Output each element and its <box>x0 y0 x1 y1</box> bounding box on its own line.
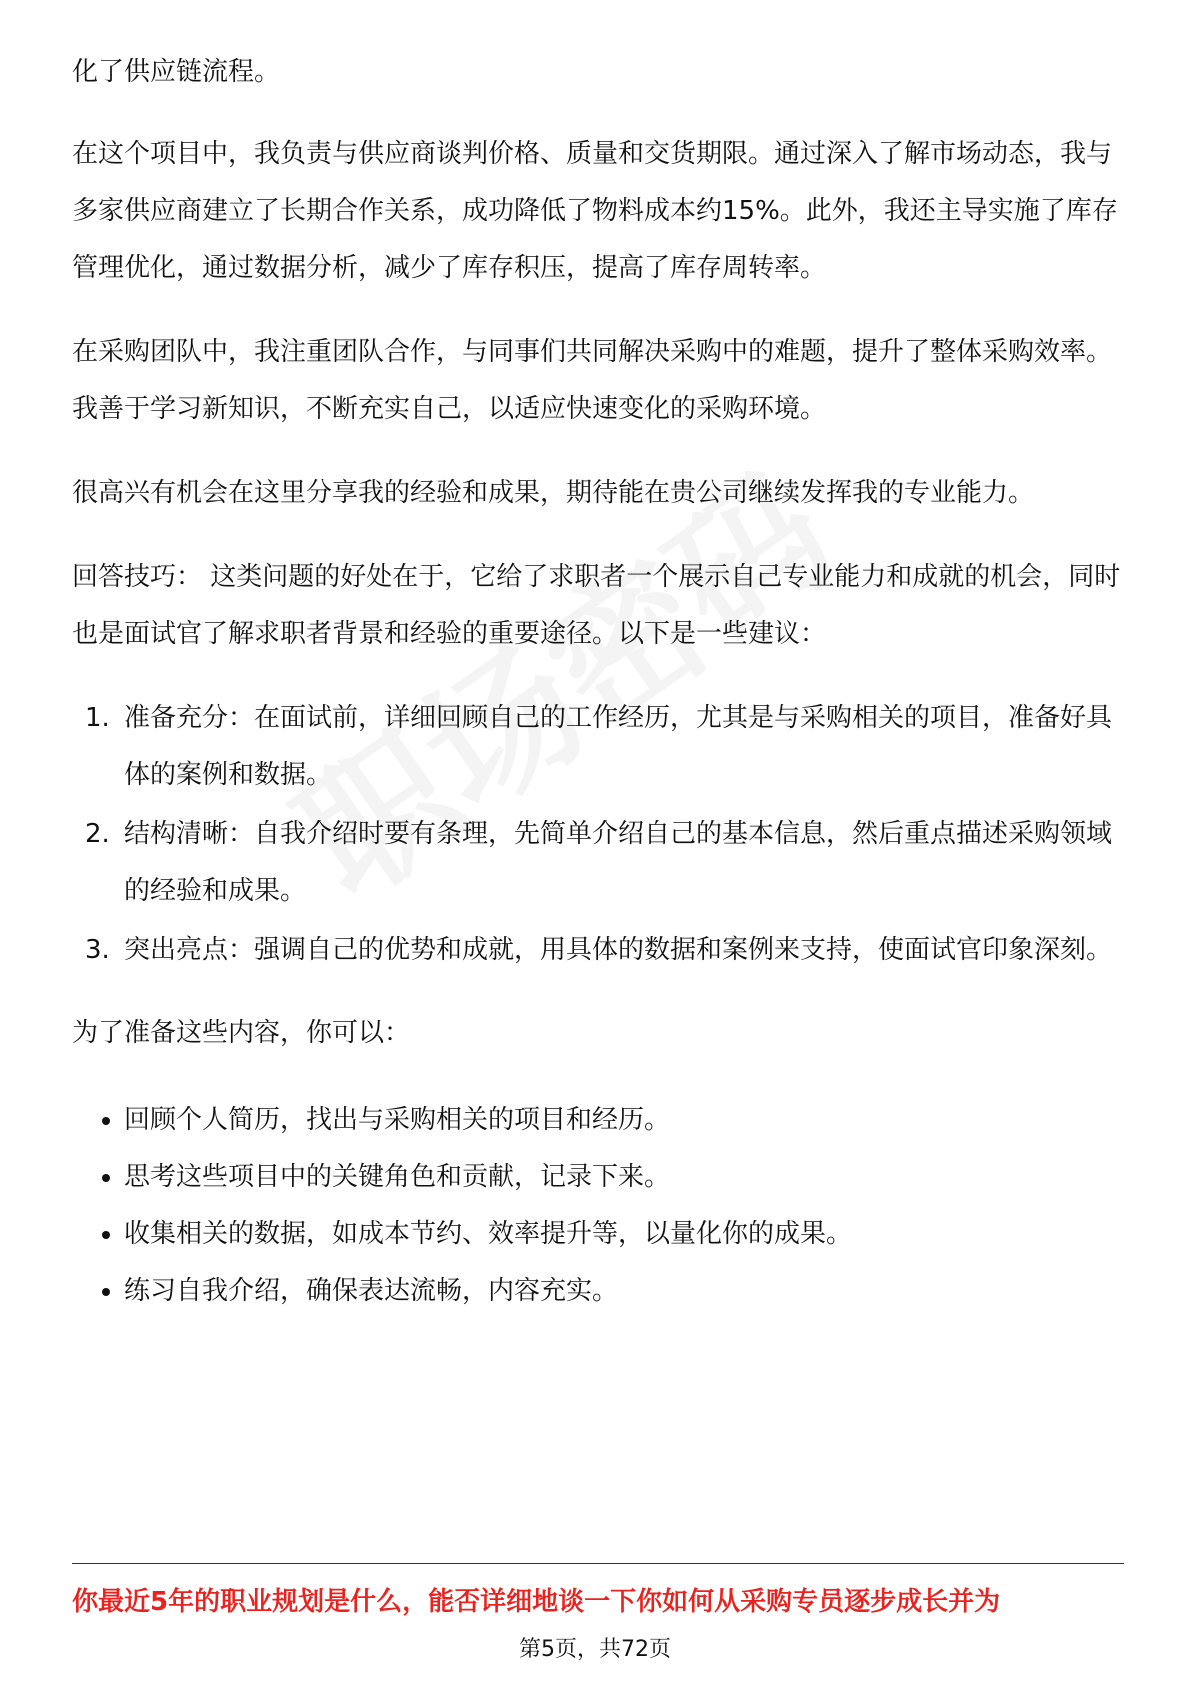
list-item-text: 回顾个人简历，找出与采购相关的项目和经历。 <box>124 1105 671 1135</box>
list-number: 2. <box>85 819 110 849</box>
list-item <box>72 1263 1122 1320</box>
prep-intro: 为了准备这些内容，你可以： <box>72 1018 411 1048</box>
paragraph: 在采购团队中，我注重团队合作，与同事们共同解决采购中的难题，提升了整体采购效率。我善于学习新知识，不断充实自己，以适应快速变化的采购环境。 <box>72 337 1113 424</box>
tips-list <box>72 690 1122 979</box>
answer-tips-intro: 回答技巧： 这类问题的好处在于，它给了求职者一个展示自己专业能力和成就的机会，同时也是面试官了解求职者背景和经验的重要途径。以下是一些建议： <box>72 562 1121 649</box>
divider <box>72 1563 1124 1564</box>
list-item <box>72 1206 1122 1263</box>
paragraph: 在这个项目中，我负责与供应商谈判价格、质量和交货期限。通过深入了解市场动态，我与多家供应商建立了长期合作关系，成功降低了物料成本约15%。此外，我还主导实施了库存管理优化，通过数据分析，减少了库存积压，提高了库存周转率。 <box>72 139 1118 283</box>
document-body <box>72 44 1122 1320</box>
page-number: 第5页，共72页 <box>519 1637 671 1662</box>
list-item-text: 练习自我介绍，确保表达流畅，内容充实。 <box>124 1276 619 1306</box>
next-question-heading: 你最近5年的职业规划是什么，能否详细地谈一下你如何从采购专员逐步成长并为 <box>72 1587 1001 1617</box>
list-item <box>72 922 1122 979</box>
bullet-icon <box>102 1231 110 1239</box>
bullet-icon <box>102 1117 110 1125</box>
bullet-icon <box>102 1174 110 1182</box>
list-item <box>72 1092 1122 1149</box>
paragraph: 很高兴有机会在这里分享我的经验和成果，期待能在贵公司继续发挥我的专业能力。 <box>72 478 1035 508</box>
paragraph: 化了供应链流程。 <box>72 57 281 87</box>
prep-list <box>72 1092 1122 1320</box>
list-item <box>72 1149 1122 1206</box>
list-item <box>72 806 1122 920</box>
list-item-text: 思考这些项目中的关键角色和贡献，记录下来。 <box>124 1162 671 1192</box>
list-item-text: 结构清晰：自我介绍时要有条理，先简单介绍自己的基本信息，然后重点描述采购领域的经验和成果。 <box>124 819 1113 906</box>
list-item-text: 收集相关的数据，如成本节约、效率提升等，以量化你的成果。 <box>124 1219 853 1249</box>
list-item <box>72 690 1122 804</box>
list-number: 1. <box>85 703 110 733</box>
list-item-text: 突出亮点：强调自己的优势和成就，用具体的数据和案例来支持，使面试官印象深刻。 <box>124 935 1113 965</box>
bullet-icon <box>102 1288 110 1296</box>
list-item-text: 准备充分：在面试前，详细回顾自己的工作经历，尤其是与采购相关的项目，准备好具体的案例和数据。 <box>124 703 1113 790</box>
list-number: 3. <box>85 935 110 965</box>
